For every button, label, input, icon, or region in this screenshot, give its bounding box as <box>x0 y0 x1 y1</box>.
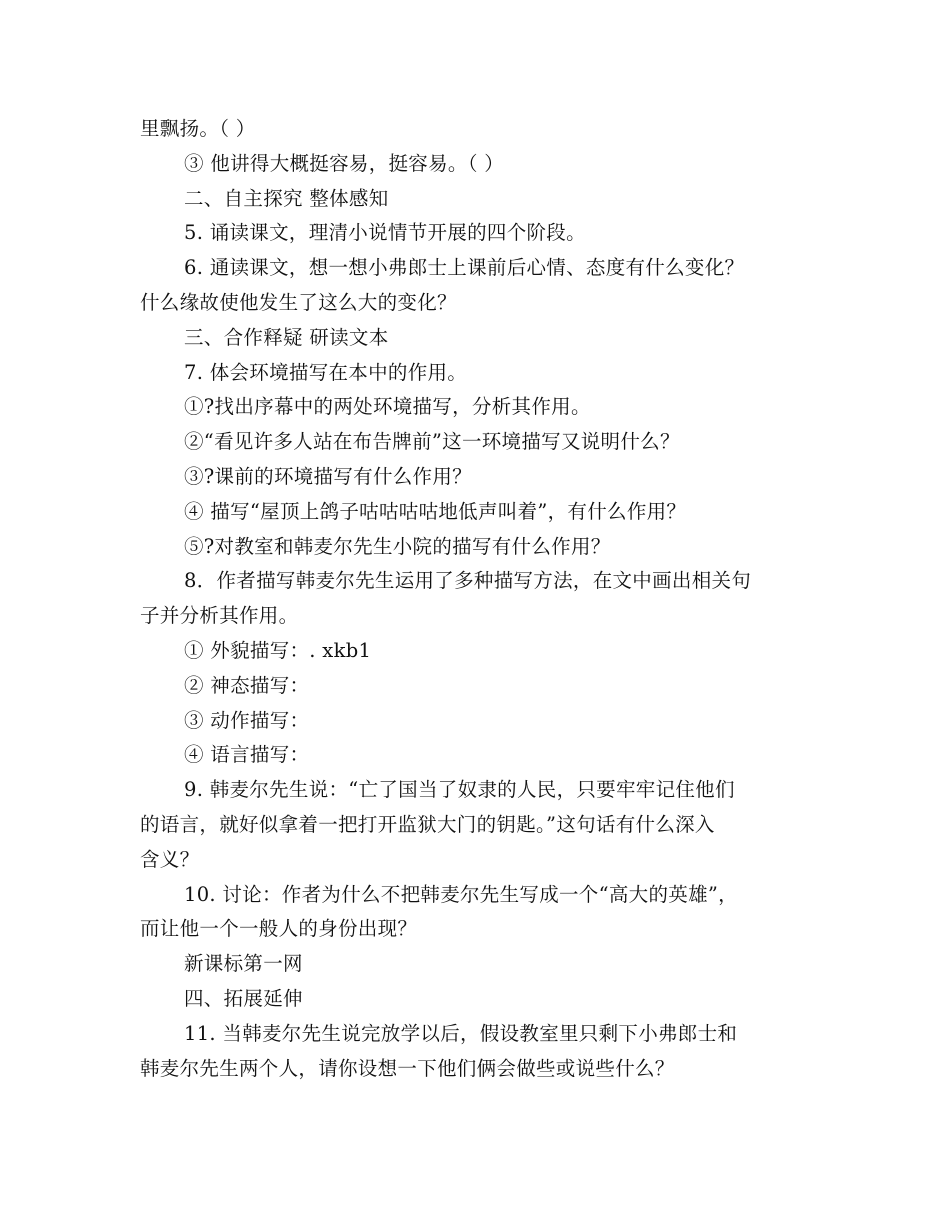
sub-question: ⑤?对教室和韩麦尔先生小院的描写有什么作用？ <box>184 534 611 558</box>
sub-question: ④ 语言描写： <box>184 743 310 767</box>
sub-question: ①?找出序幕中的两处环境描写，分析其作用。 <box>184 395 591 419</box>
question-item: 11. 当韩麦尔先生说完放学以后，假设教室里只剩下小弗郎士和 <box>184 1021 738 1045</box>
sub-question: ③ 动作描写： <box>184 708 310 732</box>
question-item: 10. 讨论：作者为什么不把韩麦尔先生写成一个“高大的英雄”， <box>184 882 738 906</box>
text-line: 新课标第一网 <box>184 952 303 976</box>
sub-question: ②“看见许多人站在布告牌前”这一环境描写又说明什么？ <box>184 430 680 454</box>
section-heading: 四、拓展延伸 <box>184 986 303 1010</box>
sub-question: ④ 描写“屋顶上鸽子咕咕咕咕地低声叫着”，有什么作用？ <box>184 499 687 523</box>
sub-question: ① 外貌描写：. xkb1 <box>184 638 372 662</box>
sub-question: ③?课前的环境描写有什么作用？ <box>184 464 472 488</box>
section-heading: 二、自主探究 整体感知 <box>184 186 389 210</box>
question-item: 7. 体会环境描写在本中的作用。 <box>184 360 468 384</box>
text-line: 而让他一个一般人的身份出现？ <box>140 917 418 941</box>
question-item: 6. 通读课文，想一想小弗郎士上课前后心情、态度有什么变化？ <box>184 256 745 280</box>
text-line: 什么缘故使他发生了这么大的变化？ <box>140 290 457 314</box>
question-item: 9. 韩麦尔先生说：“亡了国当了奴隶的人民，只要牢牢记住他们 <box>184 778 735 802</box>
text-line: 韩麦尔先生两个人，请你设想一下他们俩会做些或说些什么？ <box>140 1056 675 1080</box>
section-heading: 三、合作释疑 研读文本 <box>184 325 389 349</box>
question-item: 8．作者描写韩麦尔先生运用了多种描写方法，在文中画出相关句 <box>184 569 752 593</box>
text-line: 子并分析其作用。 <box>140 604 299 628</box>
question-item: 5. 诵读课文，理清小说情节开展的四个阶段。 <box>184 221 586 245</box>
text-line: 含义？ <box>140 847 200 871</box>
text-line: 里飘扬。（ ） <box>140 117 256 140</box>
text-line: 的语言，就好似拿着一把打开监狱大门的钥匙。”这句话有什么深入 <box>140 812 715 836</box>
document-body <box>140 112 816 1086</box>
text-line: ③ 他讲得大概挺容易，挺容易。（ ） <box>184 151 505 175</box>
sub-question: ② 神态描写： <box>184 673 310 697</box>
